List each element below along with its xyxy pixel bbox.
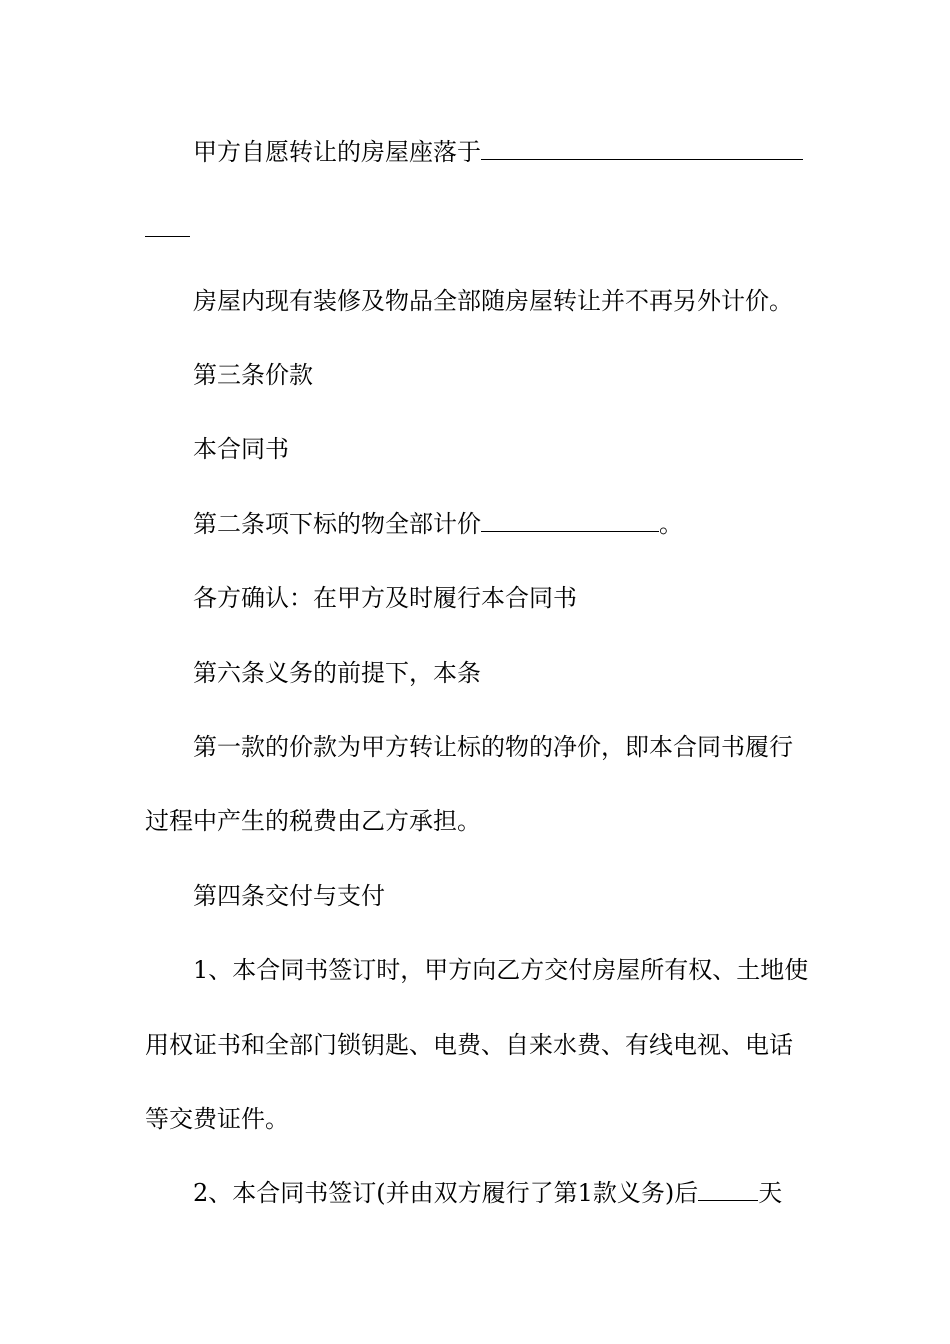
article-four-heading: 第四条交付与支付 [193, 882, 385, 910]
paragraph-confirm: 各方确认：在甲方及时履行本合同书 [193, 584, 577, 612]
days-blank [698, 1182, 758, 1201]
paragraph-delivery-1-end: 等交费证件。 [145, 1105, 289, 1133]
paragraph-premise: 第六条义务的前提下，本条 [193, 659, 481, 687]
paragraph-net-price-cont: 过程中产生的税费由乙方承担。 [145, 807, 481, 835]
paragraph-decoration: 房屋内现有装修及物品全部随房屋转让并不再另外计价。 [193, 287, 793, 315]
paragraph-delivery-2 [145, 1178, 810, 1208]
paragraph-delivery-1-cont: 用权证书和全部门锁钥匙、电费、自来水费、有线电视、电话 [145, 1031, 793, 1059]
location-blank [481, 141, 803, 160]
price-text: 第二条项下标的物全部计价 [193, 510, 481, 538]
paragraph-price [145, 509, 810, 539]
location-blank-continuation [145, 236, 190, 237]
location-text: 甲方自愿转让的房屋座落于 [193, 138, 481, 166]
delivery-2-text: 2、本合同书签订(并由双方履行了第1款义务)后 [193, 1179, 699, 1207]
days-unit: 天 [758, 1179, 783, 1207]
article-three-heading: 第三条价款 [193, 361, 313, 389]
paragraph-net-price: 第一款的价款为甲方转让标的物的净价，即本合同书履行 [193, 733, 793, 761]
price-period: 。 [659, 510, 683, 538]
paragraph-contract: 本合同书 [193, 435, 289, 463]
paragraph-location [145, 137, 810, 167]
price-blank [481, 513, 659, 532]
paragraph-delivery-1: 1、本合同书签订时，甲方向乙方交付房屋所有权、土地使 [193, 956, 809, 984]
